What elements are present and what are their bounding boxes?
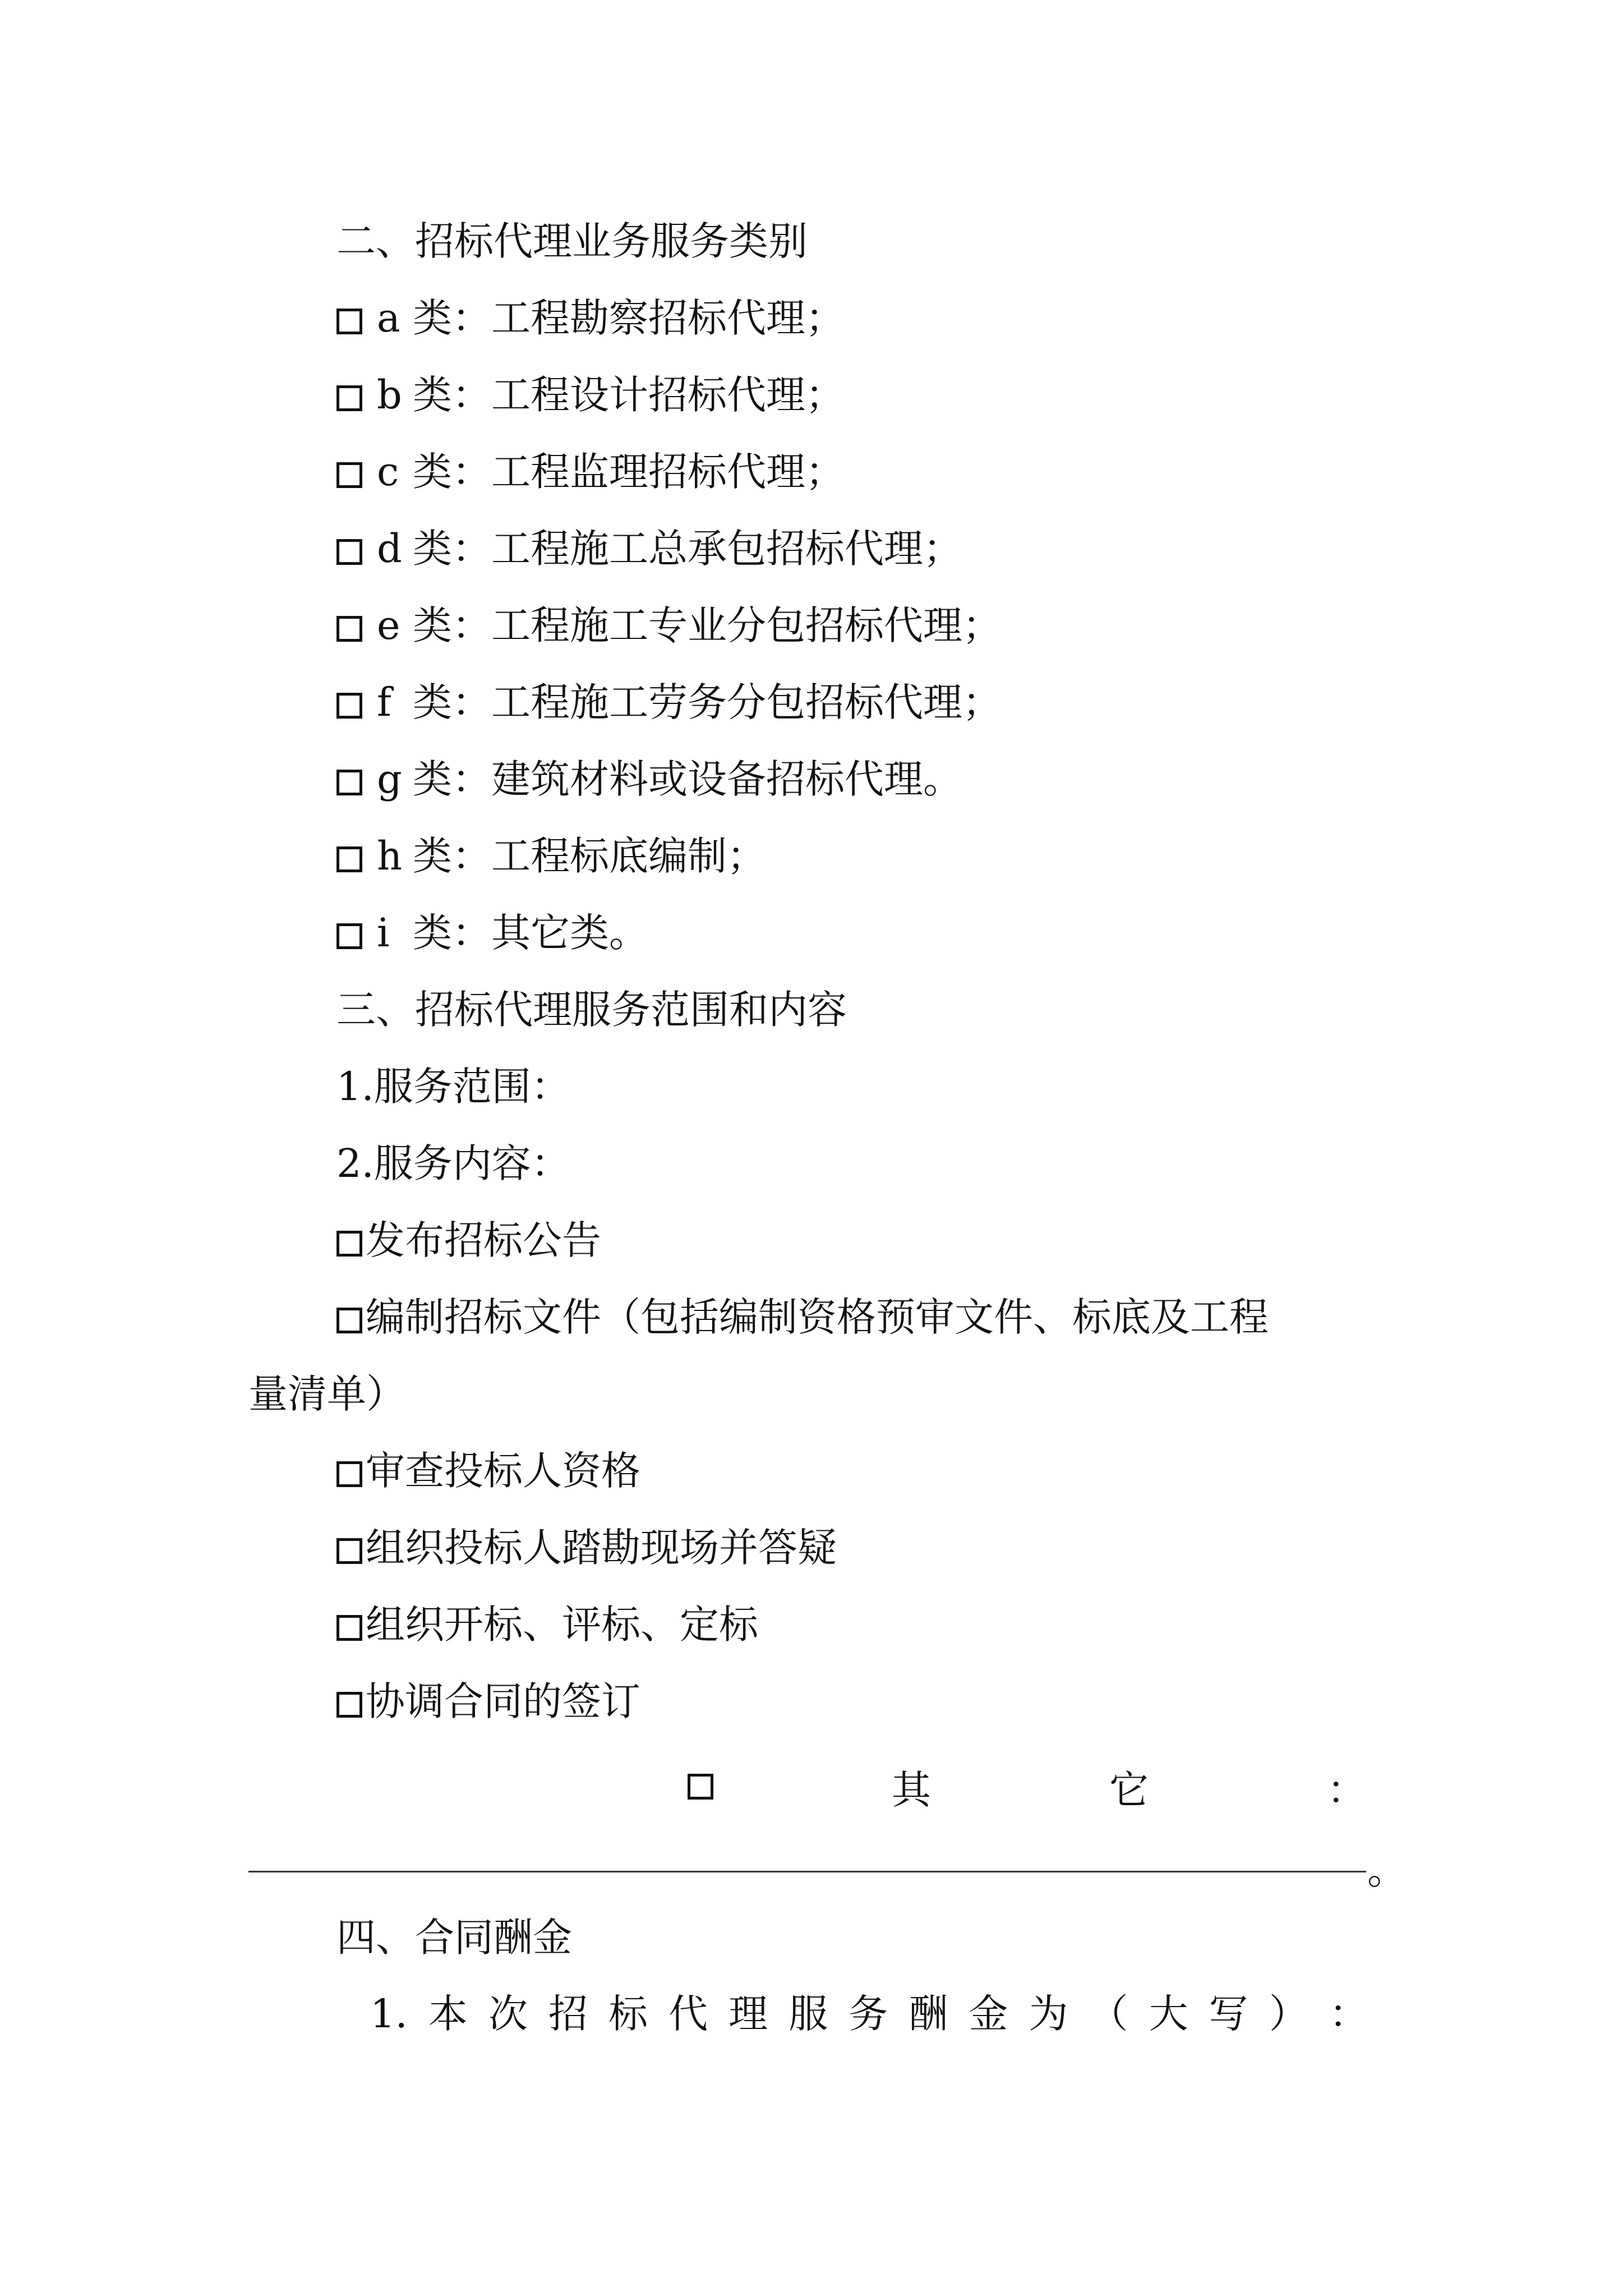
- other-colon: ：: [1327, 1766, 1366, 1813]
- fee-char: 务: [849, 1991, 888, 2037]
- category-item-g: [336, 757, 962, 802]
- checkbox[interactable]: [336, 539, 362, 565]
- category-letter: i: [377, 910, 390, 956]
- content-label: 2.服务内容：: [336, 1140, 570, 1186]
- service-text: 组织开标、评标、定标: [366, 1602, 758, 1648]
- category-letter: f: [377, 679, 391, 725]
- checkbox[interactable]: [336, 1615, 362, 1641]
- checkbox[interactable]: [336, 1692, 362, 1718]
- category-letter: h: [377, 833, 403, 879]
- checkbox[interactable]: [336, 1308, 362, 1333]
- category-text: 类：工程施工专业分包招标代理；: [413, 602, 1002, 648]
- category-text: 类：工程监理招标代理；: [413, 449, 845, 495]
- fee-char: 为: [1029, 1991, 1068, 2037]
- category-letter: d: [377, 526, 402, 572]
- checkbox[interactable]: [336, 1461, 362, 1487]
- section-heading-2: 二、招标代理业务服务类别: [336, 218, 808, 264]
- category-item-b: [336, 372, 845, 417]
- other-char-2: 它: [1109, 1766, 1149, 1813]
- service-item: [336, 1525, 837, 1570]
- category-item-e: [336, 603, 1002, 648]
- checkbox[interactable]: [336, 1231, 362, 1257]
- checkbox[interactable]: [336, 385, 362, 411]
- category-item-a: [336, 296, 845, 341]
- fee-char: 服: [789, 1991, 828, 2037]
- fee-char: 酬: [909, 1991, 948, 2037]
- service-item: [336, 1295, 1269, 1340]
- checkbox[interactable]: [336, 309, 362, 334]
- section-heading-4: 四、合同酬金: [336, 1915, 572, 1961]
- category-text: 类：其它类。: [413, 910, 648, 956]
- fee-char: ：: [1329, 1991, 1368, 2037]
- service-text: 审查投标人资格: [366, 1448, 640, 1494]
- fee-char: 标: [608, 1991, 648, 2037]
- category-item-i: [336, 910, 648, 955]
- fee-char: ）: [1269, 1991, 1308, 2037]
- category-text: 类：工程勘察招标代理；: [413, 295, 845, 341]
- fee-char: 大: [1149, 1991, 1188, 2037]
- service-continuation: 量清单）: [248, 1371, 405, 1417]
- checkbox[interactable]: [336, 693, 362, 719]
- checkbox[interactable]: [336, 1538, 362, 1564]
- checkbox[interactable]: [336, 846, 362, 872]
- category-text: 类：建筑材料或设备招标代理。: [413, 756, 962, 802]
- service-text: 组织投标人踏勘现场并答疑: [366, 1525, 837, 1571]
- checkbox[interactable]: [688, 1774, 713, 1800]
- fee-char: 1.: [370, 1991, 408, 2037]
- fee-char: 本: [428, 1991, 468, 2037]
- service-text: 协调合同的签订: [366, 1678, 640, 1724]
- other-char-1: 其: [892, 1766, 931, 1813]
- other-item: [688, 1761, 1366, 1812]
- other-period: 。: [1367, 1847, 1407, 1893]
- scope-label: 1.服务范围：: [336, 1064, 570, 1110]
- category-item-c: [336, 449, 845, 494]
- category-letter: b: [377, 372, 402, 418]
- category-text: 类：工程设计招标代理；: [413, 372, 845, 418]
- fee-char: 次: [488, 1991, 528, 2037]
- checkbox[interactable]: [336, 923, 362, 949]
- category-item-d: [336, 526, 962, 571]
- service-item: [336, 1448, 640, 1493]
- fee-char: （: [1089, 1991, 1128, 2037]
- service-text: 编制招标文件（包括编制资格预审文件、标底及工程: [366, 1294, 1269, 1340]
- category-item-f: [336, 680, 1002, 725]
- fee-char: 金: [969, 1991, 1008, 2037]
- service-item: [336, 1679, 640, 1724]
- fee-char: 写: [1209, 1991, 1248, 2037]
- category-letter: c: [377, 449, 399, 495]
- category-text: 类：工程施工劳务分包招标代理；: [413, 679, 1002, 725]
- service-item: [336, 1218, 601, 1263]
- category-text: 类：工程标底编制；: [413, 833, 766, 879]
- category-item-h: [336, 834, 766, 878]
- fee-char: 招: [548, 1991, 588, 2037]
- section-heading-3: 三、招标代理服务范围和内容: [336, 987, 847, 1033]
- category-text: 类：工程施工总承包招标代理；: [413, 526, 962, 572]
- category-letter: g: [377, 756, 402, 802]
- service-text: 发布招标公告: [366, 1217, 601, 1263]
- fee-char: 代: [668, 1991, 708, 2037]
- category-letter: a: [377, 295, 400, 341]
- category-letter: e: [377, 602, 400, 648]
- fill-in-blank-line[interactable]: [248, 1871, 1366, 1872]
- fee-char: 理: [728, 1991, 768, 2037]
- fee-line: [370, 1991, 1368, 2036]
- checkbox[interactable]: [336, 616, 362, 642]
- checkbox[interactable]: [336, 770, 362, 795]
- checkbox[interactable]: [336, 462, 362, 488]
- service-item: [336, 1602, 758, 1647]
